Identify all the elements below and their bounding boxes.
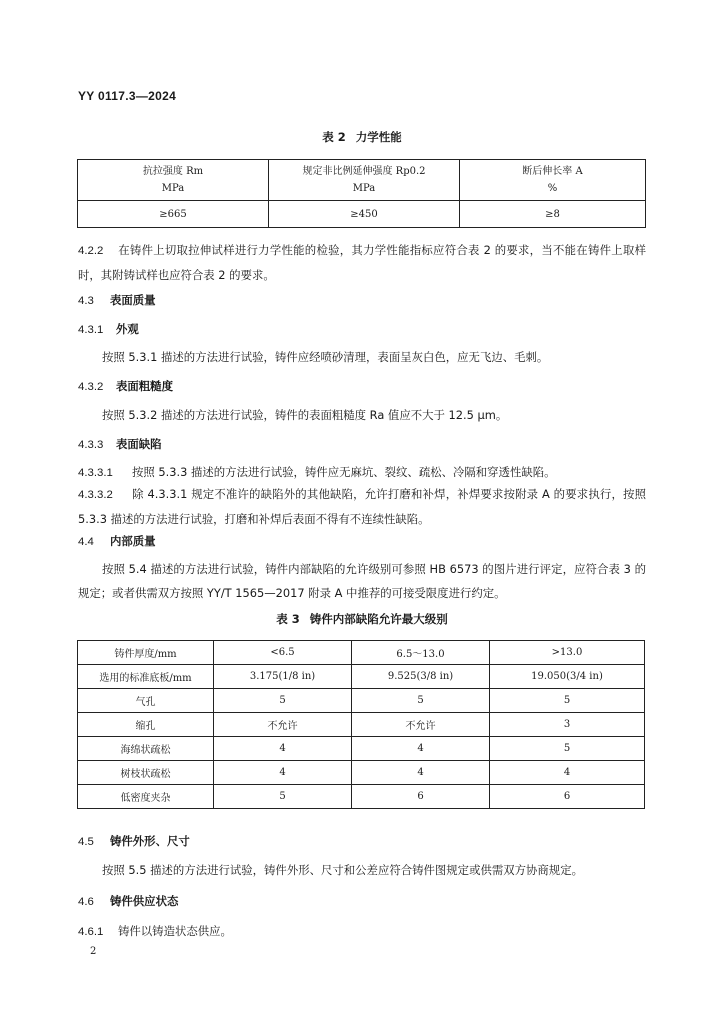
table3-cell: 19.050(3/4 in) — [490, 665, 645, 689]
heading-4-3 — [78, 292, 156, 308]
heading-4-3-1 — [78, 321, 139, 337]
table2-caption — [0, 129, 724, 145]
table-row — [78, 737, 645, 761]
heading-4-3-2 — [78, 378, 173, 394]
section-title: 表面质量 — [110, 293, 156, 307]
table2-header-cell — [78, 160, 269, 201]
page-number: 2 — [90, 946, 97, 957]
section-number: 4.2.2 — [78, 245, 104, 257]
section-number: 4.6 — [78, 896, 94, 908]
table-row — [78, 665, 645, 689]
table3-cell: 铸件厚度/mm — [78, 641, 214, 665]
table3-cell: >13.0 — [490, 641, 645, 665]
table3-cell: 缩孔 — [78, 713, 214, 737]
section-title: 铸件供应状态 — [110, 894, 179, 908]
table3-cell: <6.5 — [214, 641, 352, 665]
table2-header-line2: MPa — [161, 183, 185, 194]
section-4-4-text: 按照 5.4 描述的方法进行试验，铸件内部缺陷的允许级别可参照 HB 6573 的图片进行评定，应符合表 3 的规定；或者供需双方按照 YY/T 1565—2017 附录 A 中推荐的可接受限度进行约定。 — [78, 562, 646, 600]
table2-value-cell: ≥8 — [460, 201, 646, 228]
table3-cell: 低密度夹杂 — [78, 785, 214, 809]
table-row — [78, 641, 645, 665]
table3-cell: 4 — [352, 737, 490, 761]
section-title: 外观 — [116, 322, 139, 336]
section-4-3-2-text: 按照 5.3.2 描述的方法进行试验，铸件的表面粗糙度 Ra 值应不大于 12.5 μm。 — [102, 408, 508, 422]
heading-4-6 — [78, 893, 178, 909]
table3-cell: 选用的标准底板/mm — [78, 665, 214, 689]
section-4-3-3-2 — [78, 482, 646, 531]
table2-header-line2: % — [547, 183, 558, 194]
table2-header-cell — [269, 160, 460, 201]
section-number: 4.6.1 — [78, 926, 104, 938]
section-title: 表面粗糙度 — [116, 379, 173, 393]
table3-cell: 6.5～13.0 — [352, 641, 490, 665]
table3-cell: 气孔 — [78, 689, 214, 713]
section-4-2-2 — [78, 238, 646, 287]
table3-cell: 4 — [214, 737, 352, 761]
table3-cell: 海绵状疏松 — [78, 737, 214, 761]
table2-header-line1: 规定非比例延伸强度 Rp0.2 — [302, 166, 426, 177]
table2-caption-title: 力学性能 — [355, 130, 402, 144]
table3-cell: 3.175(1/8 in) — [214, 665, 352, 689]
table2-value-cell: ≥665 — [78, 201, 269, 228]
table2-value-cell: ≥450 — [269, 201, 460, 228]
section-title: 表面缺陷 — [116, 437, 162, 451]
section-text: 按照 5.3.3 描述的方法进行试验，铸件应无麻坑、裂纹、疏松、冷隔和穿透性缺陷。 — [132, 465, 556, 479]
section-4-6-1 — [78, 919, 646, 944]
section-number: 4.3 — [78, 295, 94, 307]
table3-cell: 6 — [352, 785, 490, 809]
section-text: 除 4.3.3.1 规定不准许的缺陷外的其他缺陷，允许打磨和补焊，补焊要求按附录 A 的要求执行，按照 5.3.3 描述的方法进行试验，打磨和补焊后表面不得有不连续性缺陷。 — [78, 487, 646, 526]
table3-cell: 3 — [490, 713, 645, 737]
section-number: 4.4 — [78, 536, 94, 548]
table2-header-line1: 抗拉强度 Rm — [142, 166, 204, 177]
heading-4-4 — [78, 533, 156, 549]
section-number: 4.3.2 — [78, 381, 104, 393]
section-4-3-1-text: 按照 5.3.1 描述的方法进行试验，铸件应经喷砂清理，表面呈灰白色，应无飞边、毛刺。 — [102, 350, 549, 364]
section-4-5-text: 按照 5.5 描述的方法进行试验，铸件外形、尺寸和公差应符合铸件图规定或供需双方协商规定。 — [102, 863, 583, 877]
table-row — [78, 713, 645, 737]
document-id: YY 0117.3—2024 — [78, 89, 177, 103]
section-text: 在铸件上切取拉伸试样进行力学性能的检验，其力学性能指标应符合表 2 的要求，当不能在铸件上取样时，其附铸试样也应符合表 2 的要求。 — [78, 243, 646, 282]
table2-mechanical-properties — [77, 159, 646, 228]
section-number: 4.3.3.1 — [78, 467, 113, 479]
table3-cell: 5 — [352, 689, 490, 713]
table3-cell: 4 — [490, 761, 645, 785]
table3-cell: 树枝状疏松 — [78, 761, 214, 785]
table3-cell: 6 — [490, 785, 645, 809]
heading-4-5 — [78, 833, 190, 849]
section-number: 4.3.1 — [78, 324, 104, 336]
table3-cell: 9.525(3/8 in) — [352, 665, 490, 689]
table3-cell: 5 — [490, 737, 645, 761]
table-row — [78, 689, 645, 713]
table3-internal-defects — [77, 640, 645, 809]
table3-cell: 5 — [214, 785, 352, 809]
table3-caption-title: 铸件内部缺陷允许最大级别 — [309, 612, 448, 626]
table3-cell: 4 — [214, 761, 352, 785]
section-number: 4.3.3.2 — [78, 489, 113, 501]
heading-4-3-3 — [78, 436, 162, 452]
table-row — [78, 761, 645, 785]
section-number: 4.3.3 — [78, 439, 104, 451]
section-text: 铸件以铸造状态供应。 — [118, 924, 232, 938]
table3-cell: 4 — [352, 761, 490, 785]
table2-header-cell — [460, 160, 646, 201]
section-title: 内部质量 — [110, 534, 156, 548]
table2-header-line2: MPa — [352, 183, 376, 194]
table2-header-line1: 断后伸长率 A — [522, 166, 583, 177]
table3-caption-number: 表 3 — [276, 612, 300, 626]
table3-caption — [0, 611, 724, 627]
section-title: 铸件外形、尺寸 — [110, 834, 190, 848]
table3-cell: 5 — [214, 689, 352, 713]
section-number: 4.5 — [78, 836, 94, 848]
table3-cell: 不允许 — [214, 713, 352, 737]
table3-cell: 5 — [490, 689, 645, 713]
table3-cell: 不允许 — [352, 713, 490, 737]
table-row — [78, 785, 645, 809]
table2-caption-number: 表 2 — [322, 130, 346, 144]
